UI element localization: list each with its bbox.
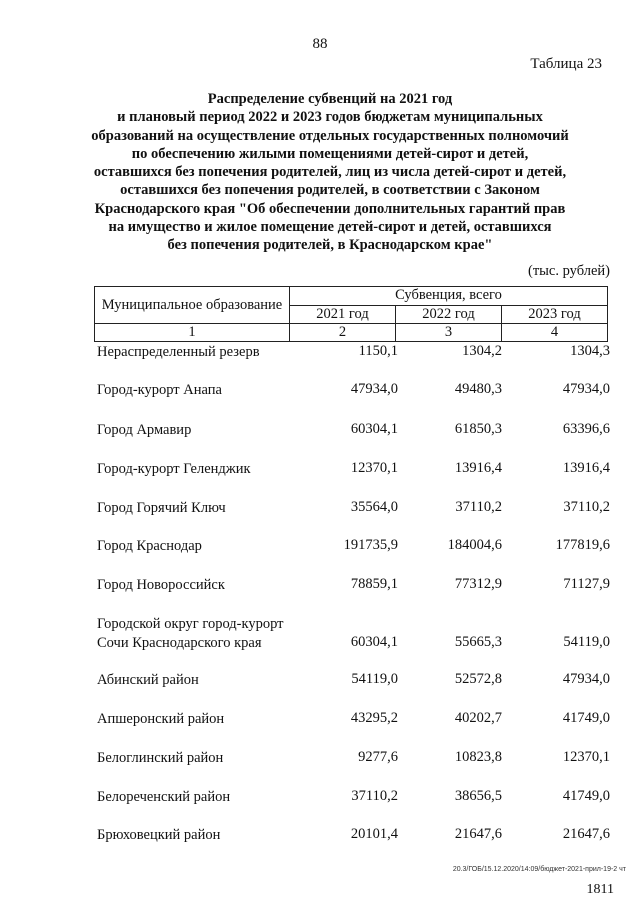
value-2023: 1304,3 (570, 343, 610, 359)
name-line: Город Горячий Ключ (97, 500, 226, 516)
value-2021: 12370,1 (350, 460, 398, 476)
municipality-name (97, 499, 317, 518)
header-year-2023: 2023 год (502, 305, 608, 324)
title-line: на имущество и жилое помещение детей-сирот и детей, оставшихся (108, 219, 552, 236)
name-line: Абинский район (97, 672, 199, 688)
value-2023: 63396,6 (562, 421, 610, 437)
title-line: образований на осуществление отдельных государственных полномочий (91, 127, 569, 144)
municipality-name (97, 381, 317, 400)
header-col-number: 3 (396, 324, 502, 342)
municipality-name (97, 826, 317, 845)
municipality-name (97, 537, 317, 556)
name-line: Город-курорт Анапа (97, 382, 222, 398)
footer-document-code: 20.3/ГОБ/15.12.2020/14:09/бюджет-2021-прил-19-2 чт (452, 866, 626, 873)
name-line: Город Армавир (97, 422, 192, 438)
header-municipality: Муниципальное образование (95, 287, 290, 324)
name-line: Городской округ город-курорт (97, 616, 284, 632)
value-2021: 1150,1 (358, 343, 398, 359)
header-year-2022: 2022 год (396, 305, 502, 324)
value-2021: 35564,0 (350, 499, 398, 515)
value-2021: 78859,1 (350, 576, 398, 592)
name-line: Апшеронский район (97, 711, 225, 727)
value-2023: 37110,2 (563, 499, 610, 515)
title-line: Краснодарского края "Об обеспечении дополнительных гарантий прав (94, 200, 566, 217)
value-2022: 55665,3 (454, 634, 502, 650)
value-2022: 61850,3 (454, 421, 502, 437)
title-line: без попечения родителей, в Краснодарском крае" (167, 237, 493, 254)
value-2022: 38656,5 (454, 788, 502, 804)
municipality-name (97, 615, 317, 653)
municipality-name (97, 343, 317, 362)
value-2023: 177819,6 (555, 537, 610, 553)
units-label: (тыс. рублей) (528, 263, 610, 279)
title-line: Распределение субвенций на 2021 год (207, 91, 453, 107)
header-col-number: 1 (95, 324, 290, 342)
value-2023: 13916,4 (562, 460, 610, 476)
title-line: оставшихся без попечения родителей, лиц из числа детей-сирот и детей, (93, 164, 567, 181)
value-2022: 40202,7 (454, 710, 502, 726)
municipality-name (97, 788, 317, 807)
header-col-number: 4 (502, 324, 608, 342)
name-line: Брюховецкий район (97, 827, 221, 843)
page-number: 88 (312, 36, 328, 52)
value-2022: 52572,8 (454, 671, 502, 687)
header-year-2021: 2021 год (290, 305, 396, 324)
municipality-name (97, 671, 317, 690)
value-2021: 43295,2 (350, 710, 398, 726)
name-line: Город Новороссийск (97, 577, 225, 593)
value-2021: 37110,2 (351, 788, 398, 804)
value-2021: 60304,1 (350, 634, 398, 650)
value-2022: 10823,8 (454, 749, 502, 765)
footer-page-number: 1811 (586, 882, 614, 897)
table-header (94, 286, 608, 342)
value-2021: 60304,1 (350, 421, 398, 437)
name-line: Белоглинский район (97, 750, 224, 766)
value-2021: 47934,0 (350, 381, 398, 397)
name-line: Город Краснодар (97, 538, 202, 554)
value-2022: 184004,6 (447, 537, 502, 553)
value-2021: 9277,6 (358, 749, 398, 765)
name-line: Нераспределенный резерв (97, 344, 260, 360)
value-2023: 47934,0 (562, 671, 610, 687)
title-line: и плановый период 2022 и 2023 годов бюджетам муниципальных (117, 109, 543, 126)
municipality-name (97, 576, 317, 595)
value-2022: 77312,9 (454, 576, 502, 592)
value-2021: 20101,4 (350, 826, 398, 842)
municipality-name (97, 749, 317, 768)
value-2021: 54119,0 (351, 671, 398, 687)
value-2021: 191735,9 (343, 537, 398, 553)
value-2023: 12370,1 (562, 749, 610, 765)
value-2022: 49480,3 (454, 381, 502, 397)
value-2023: 54119,0 (563, 634, 610, 650)
value-2023: 21647,6 (562, 826, 610, 842)
value-2022: 21647,6 (454, 826, 502, 842)
value-2023: 47934,0 (562, 381, 610, 397)
value-2022: 13916,4 (454, 460, 502, 476)
header-col-number: 2 (290, 324, 396, 342)
value-2022: 37110,2 (455, 499, 502, 515)
value-2023: 41749,0 (562, 788, 610, 804)
name-line: Город-курорт Геленджик (97, 461, 251, 477)
value-2022: 1304,2 (462, 343, 502, 359)
title-line: оставшихся без попечения родителей, в соответствии с Законом (120, 182, 540, 199)
municipality-name (97, 710, 317, 729)
name-line: Белореченский район (97, 789, 231, 805)
municipality-name (97, 421, 317, 440)
value-2023: 41749,0 (562, 710, 610, 726)
header-subvention: Субвенция, всего (290, 287, 608, 306)
value-2023: 71127,9 (563, 576, 610, 592)
name-line: Сочи Краснодарского края (97, 635, 262, 651)
table-label: Таблица 23 (530, 56, 602, 72)
municipality-name (97, 460, 317, 479)
title-line: по обеспечению жилыми помещениями детей-сирот и детей, (131, 145, 529, 162)
document-title (70, 90, 590, 255)
